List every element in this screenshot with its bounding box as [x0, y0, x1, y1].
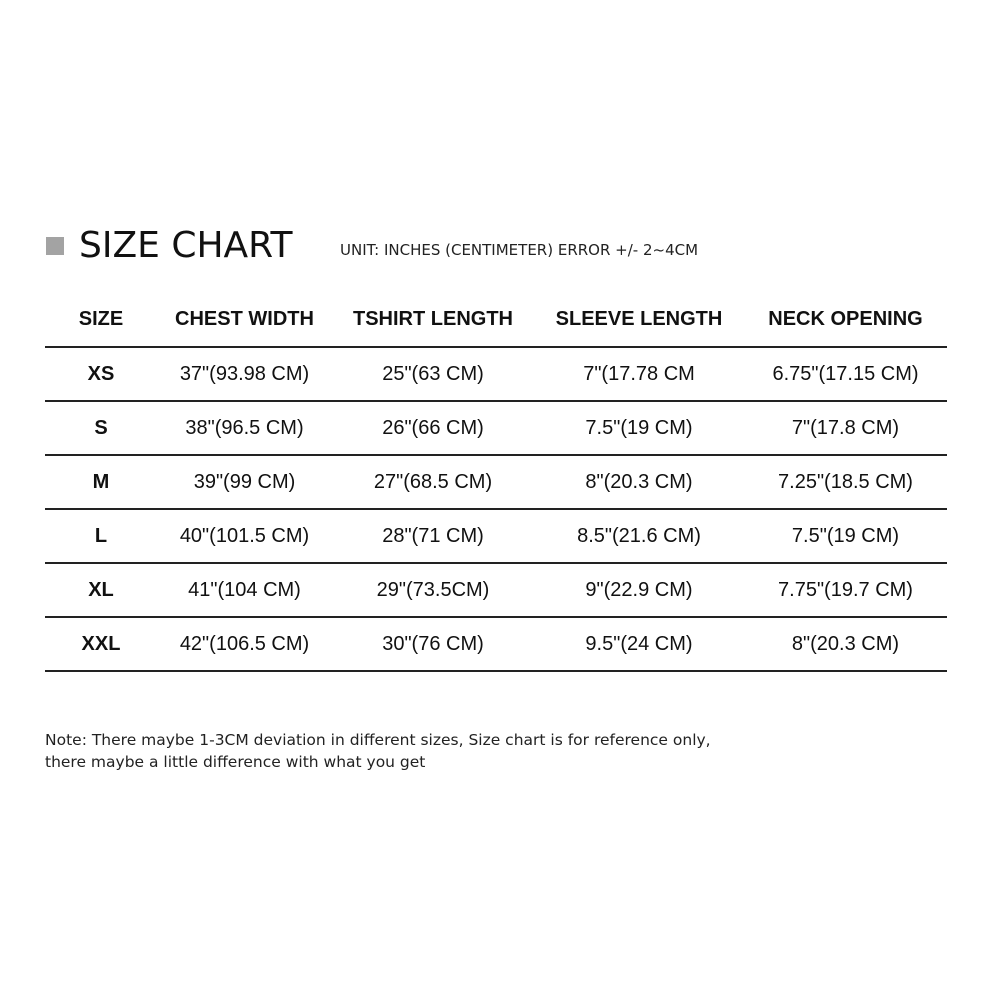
neck-opening-cell: 7.25"(18.5 CM) — [778, 470, 913, 493]
neck-opening-cell: 7.75"(19.7 CM) — [778, 578, 913, 601]
header-sleeve-length: SLEEVE LENGTH — [555, 308, 723, 330]
chest-width-cell: 38"(96.5 CM) — [185, 416, 304, 439]
size-cell: XL — [88, 578, 114, 601]
sleeve-length-cell: 7.5"(19 CM) — [585, 416, 693, 439]
size-cell: S — [94, 416, 108, 439]
sleeve-length-cell: 9"(22.9 CM) — [585, 578, 693, 601]
chest-width-cell: 37"(93.98 CM) — [179, 362, 310, 385]
chest-width-cell: 40"(101.5 CM) — [179, 524, 310, 547]
tshirt-length-cell: 27"(68.5 CM) — [373, 470, 493, 493]
header-size: SIZE — [78, 308, 124, 330]
sleeve-length-cell: 7"(17.78 CM — [583, 362, 695, 385]
table-row — [45, 402, 947, 456]
page-title: SIZE CHART — [79, 224, 293, 266]
neck-opening-cell: 6.75"(17.15 CM) — [772, 362, 919, 385]
table-row — [45, 510, 947, 564]
sleeve-length-cell: 8"(20.3 CM) — [585, 470, 693, 493]
tshirt-length-cell: 30"(76 CM) — [382, 632, 484, 655]
header-neck-opening: NECK OPENING — [768, 308, 923, 330]
neck-opening-cell: 7.5"(19 CM) — [791, 524, 900, 547]
unit-note: UNIT: INCHES (CENTIMETER) ERROR +/- 2~4CM — [340, 241, 699, 259]
table-row — [45, 456, 947, 510]
chest-width-cell: 39"(99 CM) — [193, 470, 296, 493]
footnote — [45, 729, 711, 773]
tshirt-length-cell: 26"(66 CM) — [382, 416, 484, 439]
tshirt-length-cell: 29"(73.5CM) — [376, 578, 490, 601]
sleeve-length-cell: 8.5"(21.6 CM) — [577, 524, 701, 547]
size-cell: XS — [87, 362, 115, 385]
table-row — [45, 564, 947, 618]
header-chest-width: CHEST WIDTH — [175, 308, 314, 330]
tshirt-length-cell: 28"(71 CM) — [382, 524, 484, 547]
size-table — [45, 293, 947, 672]
footnote-line-1: Note: There maybe 1-3CM deviation in different sizes, Size chart is for reference only, — [45, 731, 711, 749]
tshirt-length-cell: 25"(63 CM) — [382, 362, 484, 385]
sleeve-length-cell: 9.5"(24 CM) — [585, 632, 693, 655]
table-row — [45, 348, 947, 402]
header-tshirt-length: TSHIRT LENGTH — [353, 308, 513, 330]
size-cell: L — [94, 524, 108, 547]
table-header-row — [45, 293, 947, 348]
table-row — [45, 618, 947, 672]
size-cell: XXL — [81, 632, 121, 655]
chest-width-cell: 42"(106.5 CM) — [179, 632, 310, 655]
chest-width-cell: 41"(104 CM) — [188, 578, 301, 601]
title-row — [46, 222, 293, 268]
size-cell: M — [92, 470, 110, 493]
title-square-icon — [46, 237, 64, 255]
footnote-line-2: there maybe a little difference with what you get — [45, 753, 426, 771]
neck-opening-cell: 8"(20.3 CM) — [791, 632, 900, 655]
neck-opening-cell: 7"(17.8 CM) — [791, 416, 900, 439]
